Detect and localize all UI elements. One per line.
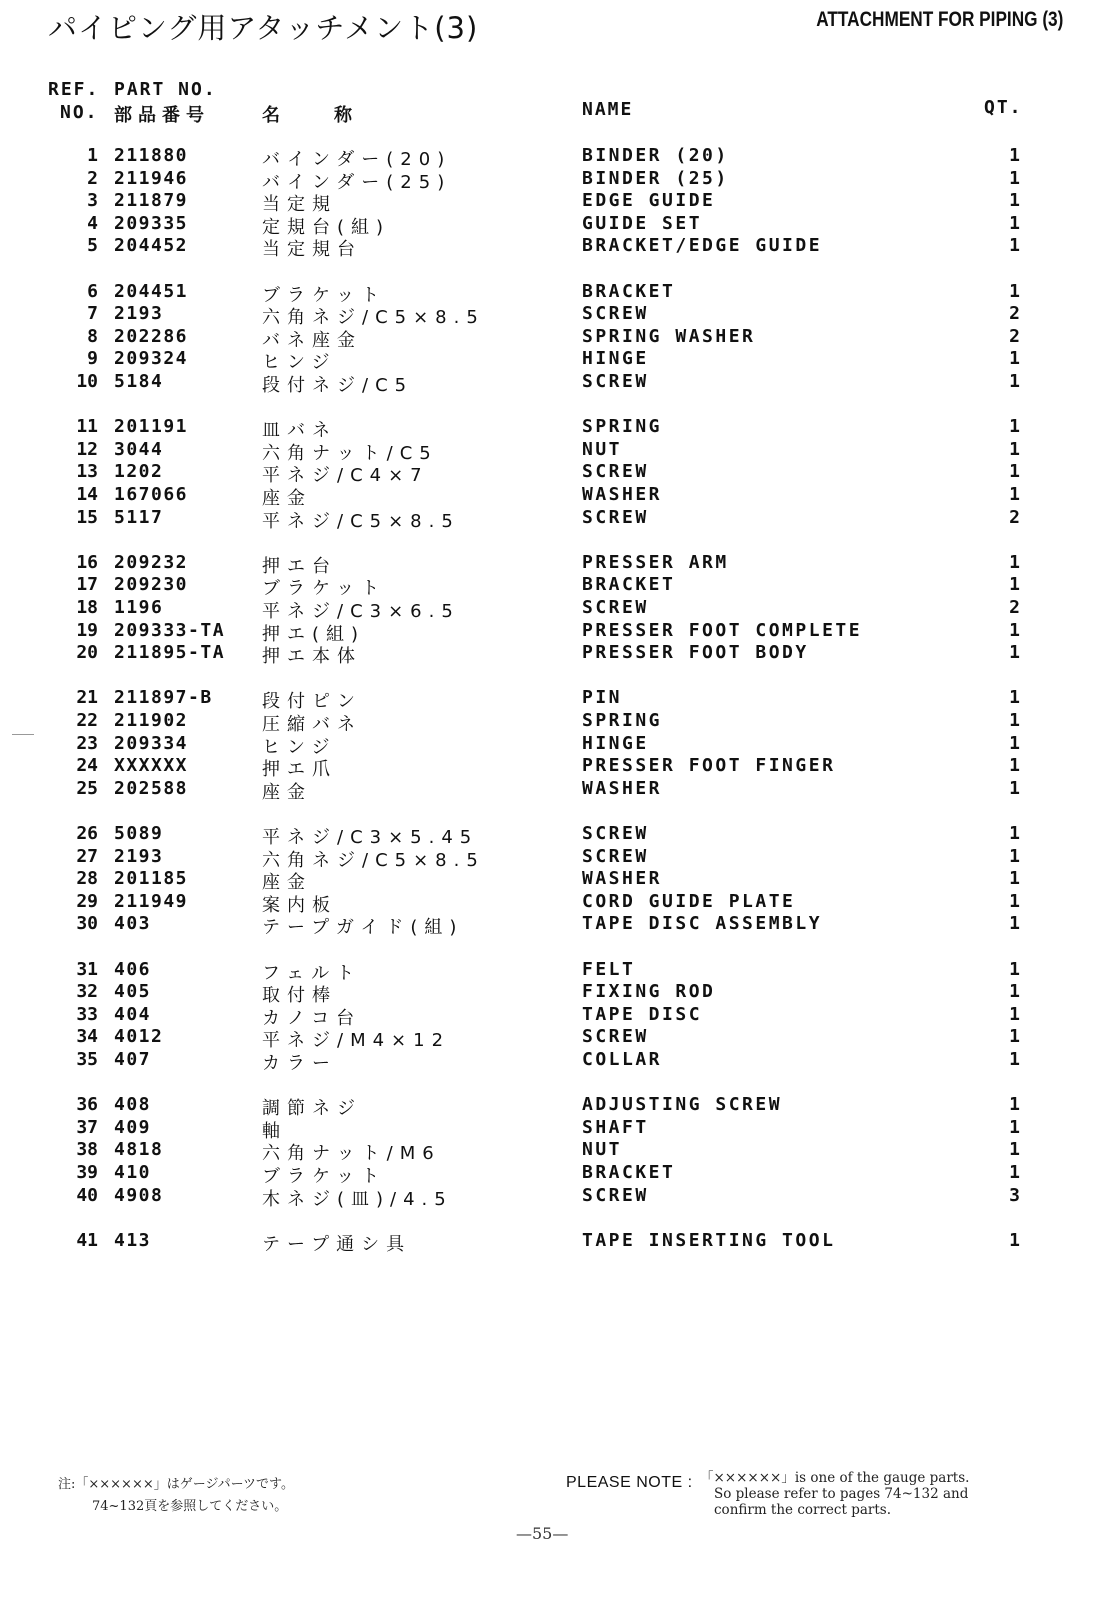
part-name: FIXING ROD — [582, 981, 716, 1003]
quantity: 1 — [1009, 913, 1020, 935]
part-no: 211895-TA — [114, 642, 226, 664]
table-row — [0, 1026, 1115, 1052]
table-row — [0, 642, 1115, 668]
table-row — [0, 1139, 1115, 1165]
ref-no: 31 — [76, 958, 98, 980]
ref-no: 22 — [76, 710, 98, 731]
note-en-line2: So please refer to pages 74~132 and — [714, 1486, 969, 1502]
part-name: SCREW — [582, 1026, 649, 1048]
ref-no: 5 — [87, 235, 98, 257]
part-name: SCREW — [582, 461, 649, 483]
ref-no: 8 — [87, 325, 98, 347]
part-name-jp: 取付棒 — [262, 985, 337, 1007]
part-name: BRACKET — [582, 280, 676, 302]
note-en-label: PLEASE NOTE : — [566, 1474, 693, 1491]
col-header-part-line1: PART NO. — [114, 79, 217, 100]
ref-no: 7 — [87, 303, 98, 325]
table-row — [0, 371, 1115, 396]
part-name: PRESSER ARM — [582, 551, 729, 573]
quantity: 1 — [1009, 732, 1020, 754]
part-no: 211946 — [114, 167, 189, 189]
table-row — [0, 190, 1115, 216]
part-no: 211879 — [114, 190, 189, 212]
part-no: 3044 — [114, 438, 164, 460]
part-no: 211880 — [114, 145, 189, 166]
ref-no: 27 — [76, 845, 98, 867]
part-no: 404 — [114, 1003, 152, 1025]
part-name: SPRING — [582, 710, 663, 731]
quantity: 1 — [1009, 348, 1020, 370]
ref-no: 34 — [76, 1026, 98, 1048]
ref-no: 16 — [76, 551, 98, 573]
quantity: 1 — [1009, 212, 1020, 234]
quantity: 1 — [1009, 551, 1020, 573]
table-row — [0, 461, 1115, 487]
part-name: EDGE GUIDE — [582, 190, 716, 212]
quantity: 1 — [1009, 235, 1020, 257]
table-row — [0, 1116, 1115, 1142]
part-no: 201185 — [114, 868, 189, 890]
ref-no: 21 — [76, 687, 98, 709]
quantity: 1 — [1009, 438, 1020, 460]
part-no: 410 — [114, 1162, 152, 1183]
ref-no: 18 — [76, 597, 98, 618]
quantity: 1 — [1009, 755, 1020, 777]
part-name: CORD GUIDE PLATE — [582, 890, 796, 912]
part-name: NUT — [582, 438, 623, 460]
quantity: 1 — [1009, 145, 1020, 166]
part-name: TAPE INSERTING TOOL — [582, 1229, 836, 1251]
part-name-jp: カノコ台 — [262, 1007, 362, 1029]
part-no: 409 — [114, 1116, 152, 1138]
part-name-jp: 案内板 — [262, 894, 337, 916]
table-row — [0, 574, 1115, 600]
part-name: SCREW — [582, 597, 649, 618]
table-row — [0, 235, 1115, 261]
part-name: TAPE DISC — [582, 1003, 703, 1025]
part-name: PIN — [582, 687, 623, 709]
part-name-jp: 圧縮バネ — [262, 714, 362, 735]
table-row — [0, 551, 1115, 577]
quantity: 1 — [1009, 1094, 1020, 1116]
ref-no: 38 — [76, 1139, 98, 1161]
ref-no: 30 — [76, 913, 98, 935]
quantity: 1 — [1009, 1229, 1020, 1251]
part-name: HINGE — [582, 732, 649, 754]
ref-no: 14 — [76, 484, 98, 505]
part-name: NUT — [582, 1139, 623, 1161]
part-name-jp: 調節ネジ — [262, 1098, 362, 1120]
part-name: WASHER — [582, 484, 663, 505]
table-row — [0, 212, 1115, 238]
part-no: 2193 — [114, 303, 164, 325]
part-name: PRESSER FOOT BODY — [582, 642, 809, 664]
part-name-jp: 平ネジ/C5×8.5 — [262, 510, 460, 532]
part-no: 204452 — [114, 235, 189, 257]
part-name: SCREW — [582, 845, 649, 867]
quantity: 3 — [1009, 1184, 1020, 1206]
table-row — [0, 416, 1115, 442]
part-no: 405 — [114, 981, 152, 1003]
table-row — [0, 597, 1115, 622]
quantity: 1 — [1009, 687, 1020, 709]
note-en-line1: 「××××××」is one of the gauge parts. — [700, 1470, 970, 1486]
ref-no: 41 — [76, 1229, 98, 1251]
part-name-jp: 押エ爪 — [262, 759, 337, 781]
quantity: 1 — [1009, 574, 1020, 596]
part-no: 5089 — [114, 823, 164, 844]
quantity: 1 — [1009, 461, 1020, 483]
part-name-jp: テープ通シ具 — [262, 1233, 412, 1255]
quantity: 2 — [1009, 506, 1020, 528]
part-name-jp: バインダー(20) — [262, 149, 452, 170]
part-name: SPRING WASHER — [582, 325, 756, 347]
ref-no: 40 — [76, 1184, 98, 1206]
part-no: 209334 — [114, 732, 189, 754]
table-row — [0, 167, 1115, 193]
part-no: 407 — [114, 1049, 152, 1070]
quantity: 1 — [1009, 823, 1020, 844]
part-no: 1196 — [114, 597, 164, 618]
part-name-jp: 座金 — [262, 781, 312, 803]
part-no: 4818 — [114, 1139, 164, 1161]
part-no: 4012 — [114, 1026, 164, 1048]
quantity: 1 — [1009, 280, 1020, 302]
part-name: SCREW — [582, 823, 649, 844]
ref-no: 29 — [76, 890, 98, 912]
part-name-jp: 六角ネジ/C5×8.5 — [262, 307, 485, 329]
part-name-jp: 座金 — [262, 872, 312, 894]
table-row — [0, 1162, 1115, 1187]
part-no: 167066 — [114, 484, 189, 505]
quantity: 1 — [1009, 981, 1020, 1003]
ref-no: 26 — [76, 823, 98, 844]
table-row — [0, 958, 1115, 984]
part-no: 4908 — [114, 1184, 164, 1206]
ref-no: 13 — [76, 461, 98, 483]
part-name: BRACKET/EDGE GUIDE — [582, 235, 823, 257]
part-name: SCREW — [582, 506, 649, 528]
part-name-jp: ヒンジ — [262, 352, 337, 374]
table-row — [0, 710, 1115, 735]
ref-no: 35 — [76, 1049, 98, 1070]
ref-no: 1 — [87, 145, 98, 166]
part-name: BRACKET — [582, 574, 676, 596]
ref-no: 10 — [76, 371, 98, 392]
quantity: 1 — [1009, 710, 1020, 731]
part-name: BINDER (20) — [582, 145, 729, 166]
part-name: GUIDE SET — [582, 212, 703, 234]
table-row — [0, 755, 1115, 781]
quantity: 1 — [1009, 1139, 1020, 1161]
ref-no: 15 — [76, 506, 98, 528]
part-no: 211897-B — [114, 687, 213, 709]
part-name-jp: 押エ(組) — [262, 623, 366, 645]
quantity: 1 — [1009, 371, 1020, 392]
part-no: 408 — [114, 1094, 152, 1116]
table-row — [0, 777, 1115, 803]
table-row — [0, 823, 1115, 848]
page-title-jp: パイピング用アタッチメント(3) — [48, 11, 479, 45]
quantity: 2 — [1009, 597, 1020, 618]
ref-no: 6 — [87, 280, 98, 302]
table-row — [0, 1049, 1115, 1074]
ref-no: 2 — [87, 167, 98, 189]
ref-no: 33 — [76, 1003, 98, 1025]
part-name-jp: 平ネジ/C3×6.5 — [262, 601, 460, 622]
quantity: 1 — [1009, 1003, 1020, 1025]
table-row — [0, 280, 1115, 306]
ref-no: 19 — [76, 619, 98, 641]
part-name-jp: 平ネジ/M4×12 — [262, 1030, 451, 1052]
part-name-jp: 平ネジ/C4×7 — [262, 465, 429, 487]
part-name-jp: 皿バネ — [262, 420, 337, 442]
table-row — [0, 845, 1115, 871]
col-header-ref-line1: REF. — [48, 79, 100, 100]
quantity: 1 — [1009, 416, 1020, 438]
ref-no: 25 — [76, 777, 98, 799]
part-no: 413 — [114, 1229, 152, 1251]
part-name: COLLAR — [582, 1049, 663, 1070]
quantity: 1 — [1009, 890, 1020, 912]
table-row — [0, 506, 1115, 532]
part-name-jp: 押エ本体 — [262, 646, 362, 668]
part-name: SCREW — [582, 1184, 649, 1206]
note-jp-line2: 74~132頁を参照してください。 — [92, 1499, 288, 1514]
part-name-jp: ブラケット — [262, 1166, 387, 1187]
scan-mark — [12, 734, 34, 735]
table-row — [0, 303, 1115, 329]
part-no: 201191 — [114, 416, 189, 438]
table-row — [0, 1184, 1115, 1210]
quantity: 1 — [1009, 1026, 1020, 1048]
quantity: 1 — [1009, 167, 1020, 189]
ref-no: 37 — [76, 1116, 98, 1138]
ref-no: 17 — [76, 574, 98, 596]
part-name-jp: ブラケット — [262, 578, 387, 600]
part-name-jp: 当定規台 — [262, 239, 362, 261]
quantity: 1 — [1009, 1116, 1020, 1138]
part-no: 209232 — [114, 551, 189, 573]
quantity: 1 — [1009, 777, 1020, 799]
part-name: BINDER (25) — [582, 167, 729, 189]
part-name-jp: 平ネジ/C3×5.45 — [262, 827, 479, 848]
note-jp-line1: 注:「××××××」はゲージパーツです。 — [58, 1477, 295, 1492]
col-header-jp-name: 名 称 — [262, 105, 370, 126]
table-row — [0, 348, 1115, 374]
page-title-en: ATTACHMENT FOR PIPING (3) — [815, 8, 1063, 31]
part-name-jp: 六角ナット/M6 — [262, 1143, 441, 1165]
col-header-qt: QT. — [984, 97, 1023, 118]
ref-no: 11 — [76, 416, 98, 438]
part-name: SCREW — [582, 371, 649, 392]
part-name-jp: 座金 — [262, 488, 312, 509]
ref-no: 28 — [76, 868, 98, 890]
part-name: PRESSER FOOT COMPLETE — [582, 619, 863, 641]
part-name-jp: 定規台(組) — [262, 216, 391, 238]
part-name-jp: バインダー(25) — [262, 171, 452, 193]
ref-no: 23 — [76, 732, 98, 754]
part-name-jp: バネ座金 — [262, 329, 362, 351]
ref-no: 4 — [87, 212, 98, 234]
ref-no: 32 — [76, 981, 98, 1003]
part-name-jp: 当定規 — [262, 194, 337, 216]
table-row — [0, 868, 1115, 894]
ref-no: 24 — [76, 755, 98, 777]
part-name: SPRING — [582, 416, 663, 438]
part-name: PRESSER FOOT FINGER — [582, 755, 836, 777]
part-name-jp: 段付ピン — [262, 691, 362, 713]
ref-no: 12 — [76, 438, 98, 460]
part-no: 209324 — [114, 348, 189, 370]
part-no: 211902 — [114, 710, 189, 731]
part-no: 209230 — [114, 574, 189, 596]
table-row — [0, 890, 1115, 916]
table-row — [0, 484, 1115, 509]
table-row — [0, 325, 1115, 351]
part-no: 2193 — [114, 845, 164, 867]
ref-no: 9 — [87, 348, 98, 370]
table-row — [0, 981, 1115, 1007]
part-name: SHAFT — [582, 1116, 649, 1138]
part-no: 204451 — [114, 280, 189, 302]
quantity: 1 — [1009, 1162, 1020, 1183]
col-header-name: NAME — [582, 99, 634, 120]
part-no: 406 — [114, 958, 152, 980]
note-jp — [58, 1474, 294, 1518]
part-no: 209335 — [114, 212, 189, 234]
table-row — [0, 619, 1115, 645]
part-name-jp: 六角ネジ/C5×8.5 — [262, 849, 485, 871]
quantity: 1 — [1009, 484, 1020, 505]
part-no: 5117 — [114, 506, 164, 528]
part-no: 211949 — [114, 890, 189, 912]
table-row — [0, 145, 1115, 170]
ref-no: 39 — [76, 1162, 98, 1183]
part-no: 1202 — [114, 461, 164, 483]
part-name-jp: 段付ネジ/C5 — [262, 375, 414, 396]
part-name-jp: 軸 — [262, 1120, 287, 1142]
quantity: 2 — [1009, 303, 1020, 325]
quantity: 1 — [1009, 1049, 1020, 1070]
note-en-text — [700, 1470, 1044, 1518]
part-name-jp: フェルト — [262, 962, 362, 984]
table-row — [0, 913, 1115, 939]
page-number: —55— — [516, 1524, 569, 1543]
part-name: WASHER — [582, 777, 663, 799]
part-no: 202588 — [114, 777, 189, 799]
part-no: 5184 — [114, 371, 164, 392]
ref-no: 3 — [87, 190, 98, 212]
table-row — [0, 438, 1115, 464]
quantity: 1 — [1009, 642, 1020, 664]
note-en-line3: confirm the correct parts. — [714, 1502, 891, 1518]
quantity: 1 — [1009, 619, 1020, 641]
part-no: XXXXXX — [114, 755, 189, 777]
part-name-jp: 木ネジ(皿)/4.5 — [262, 1188, 453, 1210]
part-name: TAPE DISC ASSEMBLY — [582, 913, 823, 935]
quantity: 1 — [1009, 868, 1020, 890]
part-name-jp: ブラケット — [262, 284, 387, 306]
quantity: 1 — [1009, 190, 1020, 212]
part-name: HINGE — [582, 348, 649, 370]
part-name: SCREW — [582, 303, 649, 325]
part-no: 403 — [114, 913, 152, 935]
table-row — [0, 1003, 1115, 1029]
part-name-jp: ヒンジ — [262, 736, 337, 758]
part-name: FELT — [582, 958, 636, 980]
part-name: WASHER — [582, 868, 663, 890]
col-header-ref-line2: NO. — [60, 102, 99, 123]
table-row — [0, 1094, 1115, 1120]
ref-no: 36 — [76, 1094, 98, 1116]
table-row — [0, 687, 1115, 713]
ref-no: 20 — [76, 642, 98, 664]
quantity: 2 — [1009, 325, 1020, 347]
col-header-part-line2: 部品番号 — [114, 105, 210, 126]
part-name: BRACKET — [582, 1162, 676, 1183]
part-name-jp: カラー — [262, 1053, 337, 1074]
part-no: 209333-TA — [114, 619, 226, 641]
table-row — [0, 732, 1115, 758]
part-name: ADJUSTING SCREW — [582, 1094, 783, 1116]
table-row — [0, 1229, 1115, 1255]
part-no: 202286 — [114, 325, 189, 347]
quantity: 1 — [1009, 845, 1020, 867]
part-name-jp: 押エ台 — [262, 555, 337, 577]
part-name-jp: 六角ナット/C5 — [262, 442, 438, 464]
part-name-jp: テープガイド(組) — [262, 917, 464, 939]
quantity: 1 — [1009, 958, 1020, 980]
